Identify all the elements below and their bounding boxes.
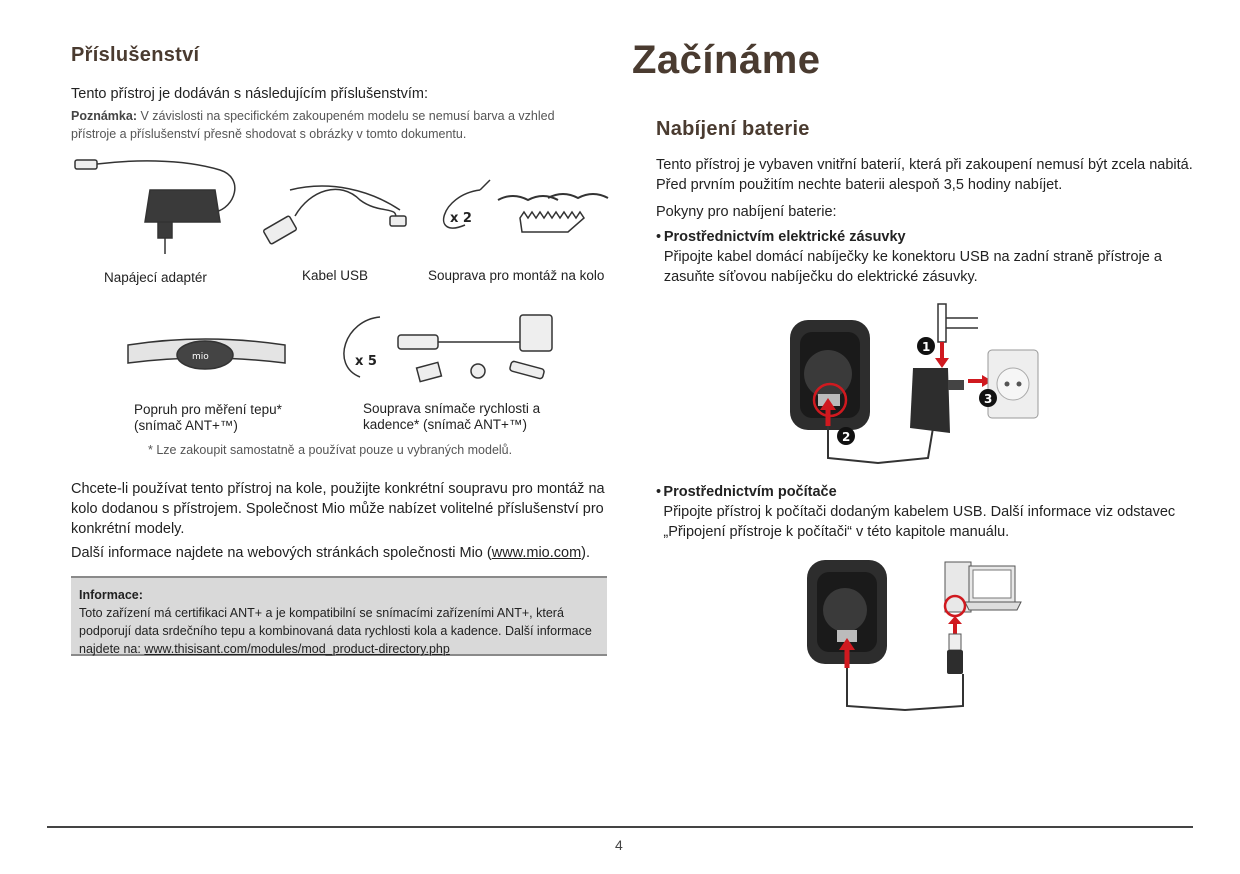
usb-cable-image — [263, 186, 406, 244]
caption-usb-cable: Kabel USB — [302, 268, 369, 283]
step-badge-1 — [917, 337, 935, 355]
footer-rule — [47, 826, 1193, 828]
bullet-wall-outlet — [656, 227, 1196, 287]
section-heading-accessories: Příslušenství — [71, 44, 200, 66]
wall-socket-image — [988, 350, 1038, 418]
step-badge-2 — [837, 427, 855, 445]
ant-directory-link[interactable]: www.thisisant.com/modules/mod_product-directory.php — [144, 642, 450, 656]
bullet-wall-outlet-text: Připojte kabel domácí nabíječky ke konektoru USB na zadní straně přístroje a zasuňte síťovou nabíječku do elektrické zásuvky. — [663, 249, 1162, 285]
computer-charging-illustration — [805, 558, 1030, 718]
step-badge-3 — [979, 389, 997, 407]
info-box-body — [79, 604, 599, 658]
bike-usage-paragraph: Chcete-li používat tento přístroj na kole, použijte konkrétní soupravu pro montáž na kolo dodanou s přístrojem. Společnost Mio může nabízet volitelné příslušenství pro konkrétní modely. — [71, 481, 605, 537]
caption-hr-strap — [134, 402, 282, 434]
mio-website-paragraph — [71, 543, 616, 563]
heart-rate-strap-image — [128, 339, 285, 369]
optional-accessory-note: * Lze zakoupit samostatně a používat pouze u vybraných modelů. — [148, 443, 513, 457]
mio-website-link[interactable]: www.mio.com — [491, 545, 582, 561]
section-heading-battery: Nabíjení baterie — [656, 118, 810, 140]
accessories-note — [71, 107, 601, 143]
bullet-computer — [656, 482, 1196, 542]
info-box — [71, 576, 607, 656]
info-box-title: Informace: — [79, 588, 143, 602]
usb-plug-image — [949, 634, 961, 650]
computer-image — [945, 562, 1021, 612]
page-title: Začínáme — [632, 38, 821, 82]
accessories-illustration-row2 — [120, 305, 580, 400]
bullet-dot: • — [656, 229, 662, 245]
info-box-text: Toto zařízení má certifikaci ANT+ a je kompatibilní se snímacími zařízeními ANT+, která podporují data srdečního tepu a kombinovaná data rychlosti kola a kadence. Další informace najdete na: — [79, 606, 592, 656]
mio-website-pre: Další informace najdete na webových stránkách společnosti Mio ( — [71, 545, 492, 561]
bullet-computer-title: Prostřednictvím počítače — [663, 484, 837, 500]
bike-mount-kit-image — [444, 180, 608, 232]
cadence-x5-label: x 5 — [355, 354, 377, 369]
bullet-dot: • — [656, 484, 662, 500]
caption-hr-strap-line2: (snímač ANT+™) — [134, 418, 238, 433]
wall-charging-illustration — [788, 298, 1043, 468]
note-text: V závislosti na specifickém zakoupeném modelu se nemusí barva a vzhled přístroje a příslušenství přesně shodovat s obrázky v tomto dokumentu. — [71, 109, 555, 141]
step-3-label: 3 — [984, 392, 993, 406]
bullet-computer-text: Připojte přístroj k počítači dodaným kabelem USB. Další informace viz odstavec „Připojení přístroje k počítači“ v této kapitole manuálu. — [663, 504, 1176, 540]
note-label: Poznámka: — [71, 109, 137, 123]
cadence-kit-image — [344, 315, 552, 382]
plug-prongs — [938, 304, 978, 342]
step-2-label: 2 — [842, 430, 851, 444]
caption-cadence-kit — [363, 401, 540, 433]
caption-mount-kit: Souprava pro montáž na kolo — [428, 268, 605, 283]
power-adapter-image — [75, 160, 235, 254]
mount-x2-label: x 2 — [450, 211, 472, 226]
usb-plug-body — [947, 650, 963, 674]
caption-hr-strap-line1: Popruh pro měření tepu* — [134, 402, 282, 417]
accessories-intro: Tento přístroj je dodáván s následujícím příslušenstvím: — [71, 86, 429, 102]
accessories-illustration-row1 — [70, 150, 610, 265]
usb-cable — [847, 668, 963, 710]
mio-website-post: ). — [581, 545, 591, 561]
page-number: 4 — [615, 837, 623, 853]
strap-logo: mio — [192, 352, 209, 362]
caption-cadence-line1: Souprava snímače rychlosti a — [363, 401, 541, 416]
wall-charger-image — [910, 368, 964, 433]
charging-instructions-intro: Pokyny pro nabíjení baterie: — [656, 204, 837, 220]
bullet-wall-outlet-title: Prostřednictvím elektrické zásuvky — [663, 229, 906, 245]
battery-paragraph: Tento přístroj je vybaven vnitřní baterií, která při zakoupení nemusí být zcela nabitá. Před prvním použitím nechte baterii alespoň 3,5 hodiny nabíjet. — [656, 157, 1193, 193]
caption-power-adapter: Napájecí adaptér — [104, 270, 207, 285]
step-1-label: 1 — [922, 340, 931, 354]
caption-cadence-line2: kadence* (snímač ANT+™) — [363, 417, 527, 432]
